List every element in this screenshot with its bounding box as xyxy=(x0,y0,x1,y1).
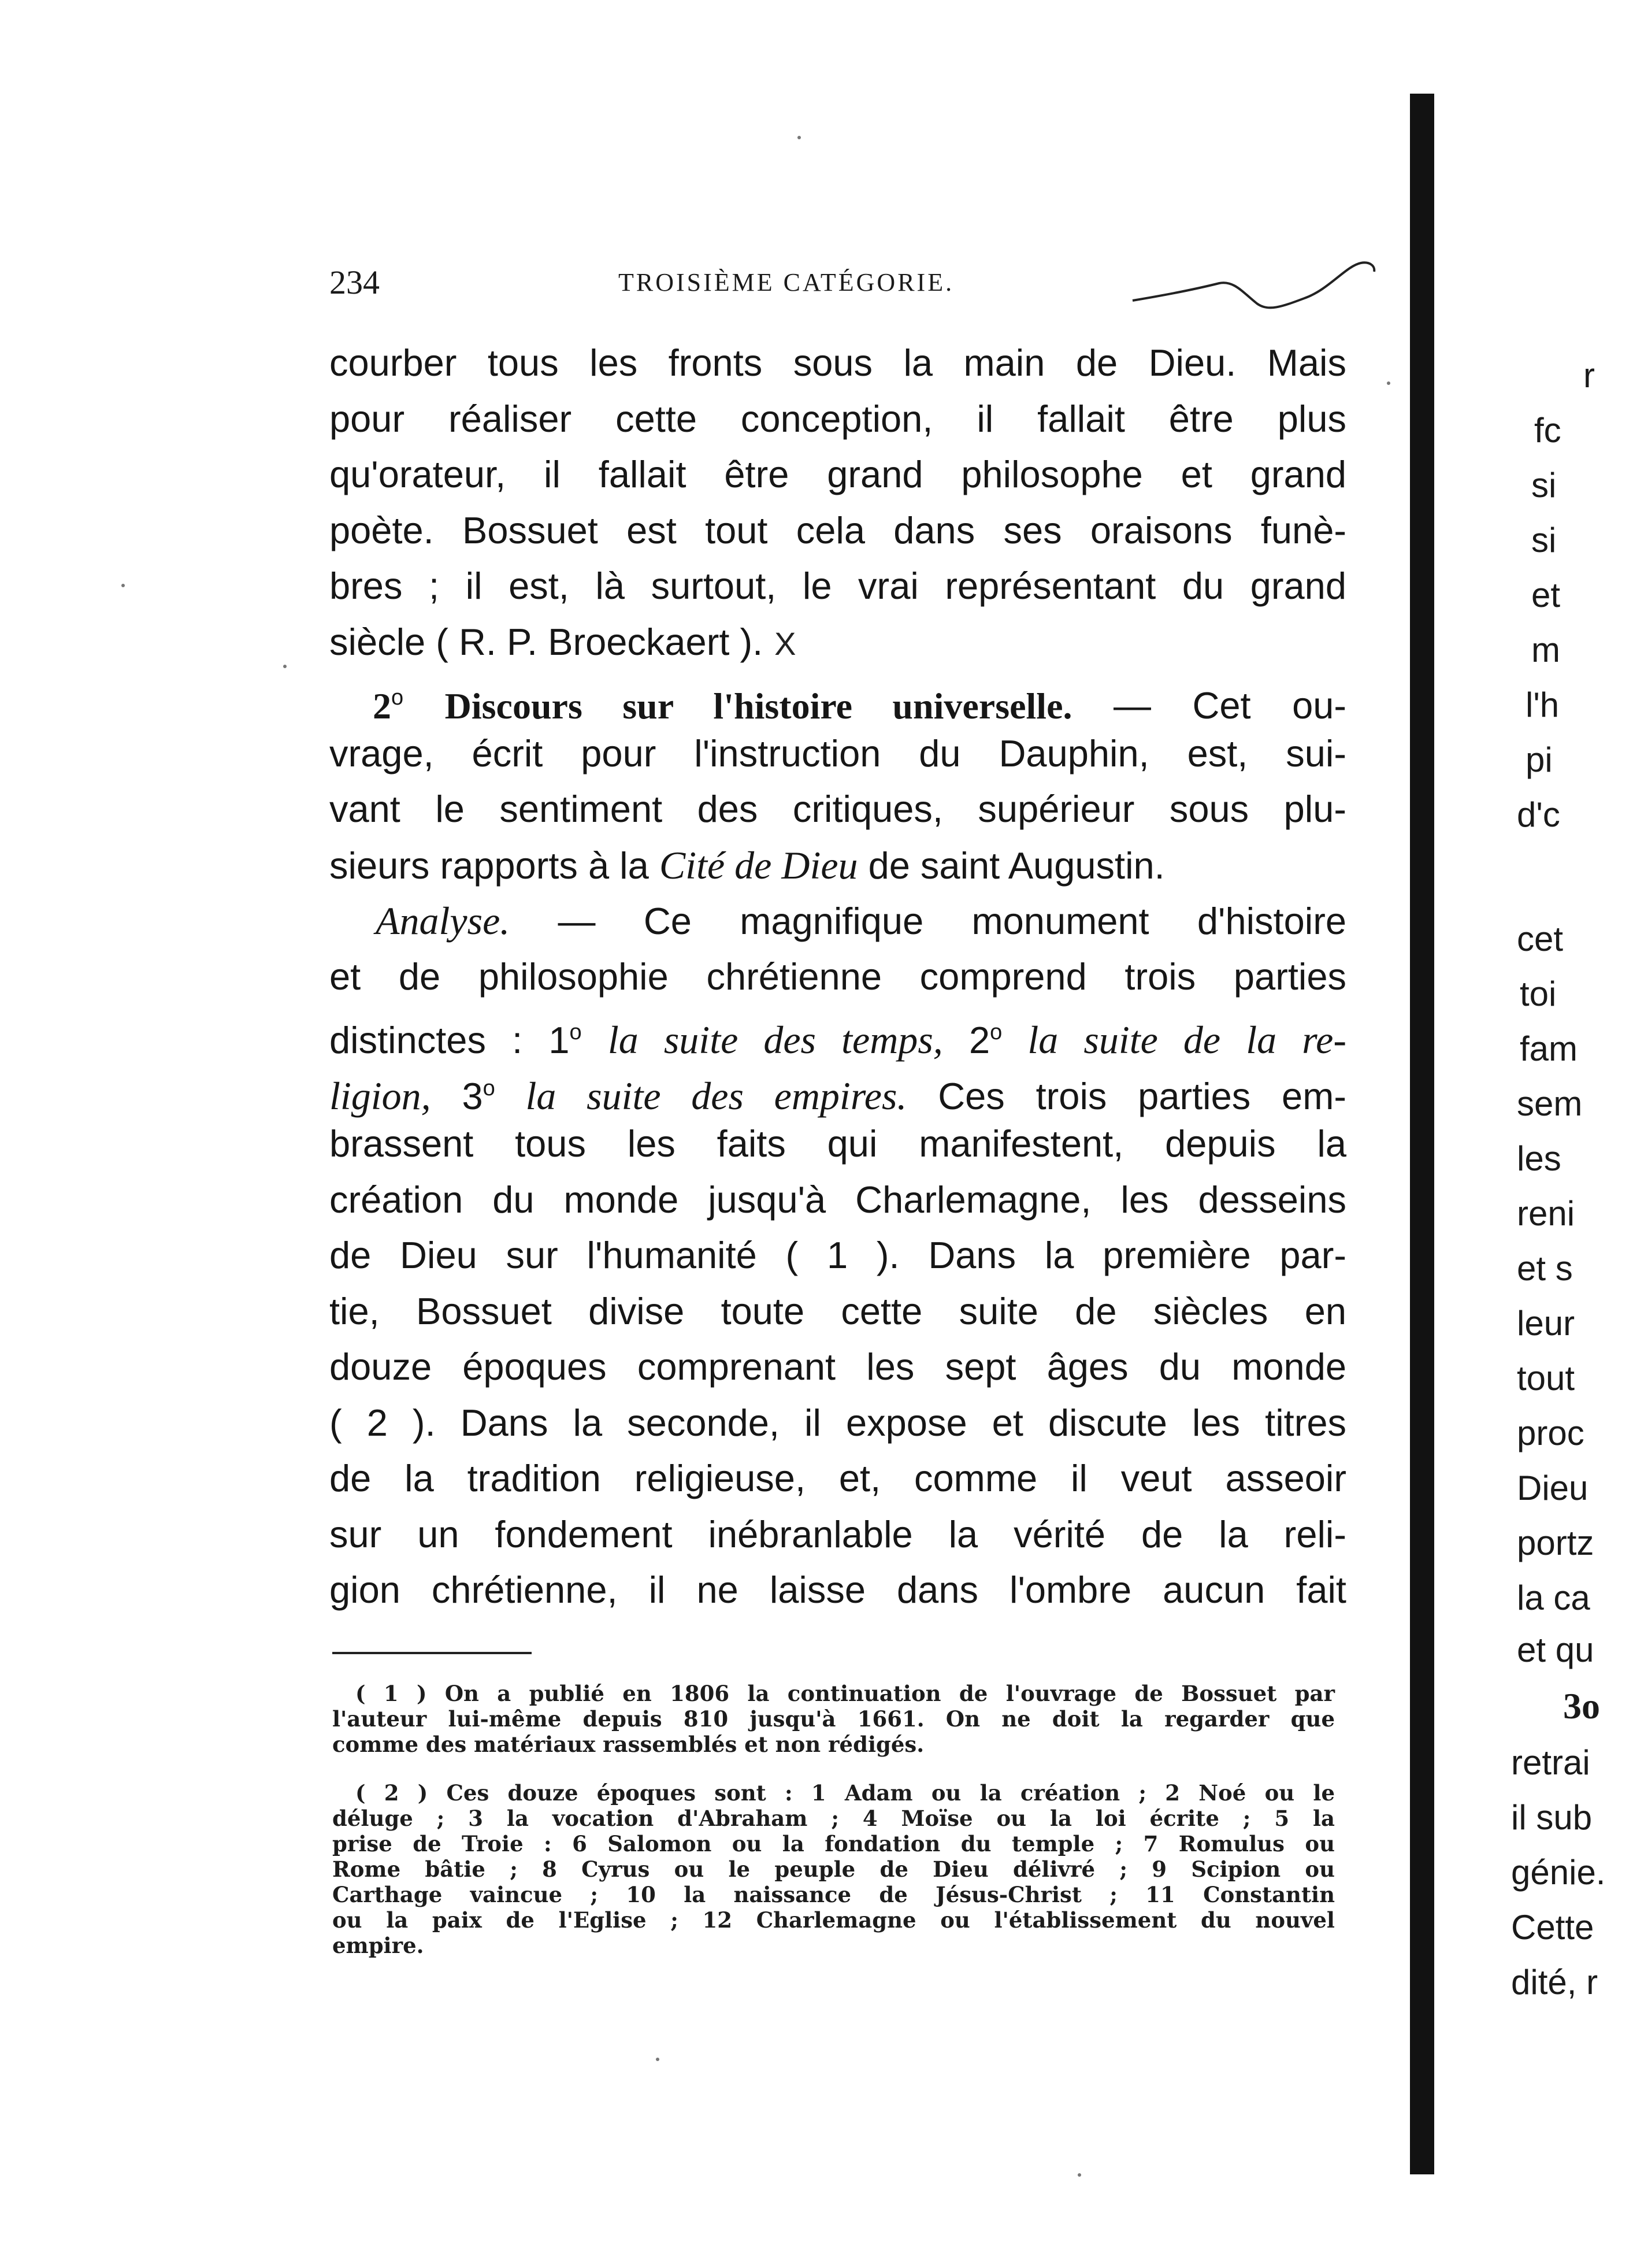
footnote-2-line: Rome bâtie ; 8 Cyrus ou le peuple de Dieu délivré ; 9 Scipion ou xyxy=(332,1856,1335,1882)
facing-fragment: portz xyxy=(1517,1524,1594,1562)
religion-word: ligion, xyxy=(329,1073,431,1118)
book-gutter-shadow xyxy=(1410,94,1434,2174)
ordinal-1: 1 xyxy=(548,1019,570,1061)
text-line-18: tie, Bossuet divise toute cette suite de siècles en xyxy=(329,1289,1346,1332)
text-line-21: de la tradition religieuse, et, comme il veut asseoir xyxy=(329,1457,1346,1499)
text-line-5: bres ; il est, là surtout, le vrai représentant du grand xyxy=(329,565,1346,607)
facing-fragment: fam xyxy=(1520,1029,1578,1068)
text-line-14 xyxy=(329,1061,1346,1117)
footnote-2-line: ( 2 ) Ces douze époques sont : 1 Adam ou la création ; 2 Noé ou le xyxy=(355,1780,1335,1806)
section-number: 2 xyxy=(373,685,391,727)
facing-fragment: d'c xyxy=(1517,795,1560,834)
facing-fragment: Dieu xyxy=(1517,1469,1589,1507)
suite-de-la-religion: la suite de la re- xyxy=(1002,1018,1346,1062)
footnote-1 xyxy=(332,1681,1335,1757)
facing-fragment: si xyxy=(1531,466,1557,505)
pen-stroke-mark xyxy=(1133,249,1393,329)
cite-de-dieu-title: Cité de Dieu xyxy=(659,843,858,887)
text-line-8: vrage, écrit pour l'instruction du Dauphin, est, sui- xyxy=(329,732,1346,774)
facing-fragment: reni xyxy=(1517,1194,1575,1233)
facing-fragment: proc xyxy=(1517,1414,1584,1452)
facing-fragment: cet xyxy=(1517,920,1564,958)
facing-fragment: et s xyxy=(1517,1249,1573,1288)
line-10-text: sieurs rapports à la xyxy=(329,844,659,887)
text-line-6 xyxy=(329,614,1346,670)
text-line-20: ( 2 ). Dans la seconde, il expose et discute les titres xyxy=(329,1401,1346,1444)
facing-fragment: m xyxy=(1531,631,1560,669)
footnotes xyxy=(332,1681,1335,1981)
footnote-2-line: empire. xyxy=(332,1933,424,1958)
facing-fragment: r xyxy=(1583,356,1595,395)
ordinal-3-sup: o xyxy=(483,1076,495,1100)
facing-page-edge xyxy=(1468,0,1633,2268)
facing-fragment: leur xyxy=(1517,1304,1575,1343)
main-text-column xyxy=(329,335,1346,1618)
text-line-23: gion chrétienne, il ne laisse dans l'ombre aucun fait xyxy=(329,1569,1346,1611)
line-13-text: distinctes : xyxy=(329,1019,549,1061)
facing-fragment: génie. xyxy=(1511,1853,1606,1892)
footnote-divider xyxy=(332,1652,532,1654)
text-line-9: vant le sentiment des critiques, supérieur sous plu- xyxy=(329,788,1346,830)
page-number: 234 xyxy=(329,264,380,301)
text-line-1: courber tous les fronts sous la main de Dieu. Mais xyxy=(329,342,1346,384)
text-line-4: poète. Bossuet est tout cela dans ses oraisons funè- xyxy=(329,509,1346,551)
footnote-2-line: déluge ; 3 la vocation d'Abraham ; 4 Moïse ou la loi écrite ; 5 la xyxy=(332,1806,1335,1831)
footnote-2-line: ou la paix de l'Eglise ; 12 Charlemagne ou l'établissement du nouvel xyxy=(332,1907,1335,1933)
facing-fragment: pi xyxy=(1526,740,1553,779)
scan-speck xyxy=(797,136,801,139)
section-ordinal: o xyxy=(391,685,404,710)
facing-fragment: dité, r xyxy=(1511,1963,1598,2002)
text-line-13 xyxy=(329,1005,1346,1061)
ordinal-2-sup: o xyxy=(990,1020,1003,1044)
margin-cross-mark: X xyxy=(774,625,796,662)
ordinal-1-sup: o xyxy=(569,1020,582,1044)
suite-des-empires: la suite des empires. xyxy=(495,1073,907,1118)
facing-fragment: et qu xyxy=(1517,1630,1594,1669)
running-title: TROISIÈME CATÉGORIE. xyxy=(618,268,955,297)
footnote-2 xyxy=(332,1780,1335,1958)
line-10-end: de saint Augustin. xyxy=(858,844,1165,887)
section-lead: — Cet ou- xyxy=(1072,684,1347,727)
facing-fragment: toi xyxy=(1520,974,1557,1013)
scan-speck xyxy=(283,665,287,668)
footnote-2-line: Carthage vaincue ; 10 la naissance de Jésus-Christ ; 11 Constantin xyxy=(332,1882,1335,1907)
footnote-1-line: comme des matériaux rassemblés et non rédigés. xyxy=(332,1732,925,1757)
broeckaert-citation: siècle ( R. P. Broeckaert ). xyxy=(329,620,763,663)
scan-speck xyxy=(656,2058,659,2061)
text-line-2: pour réaliser cette conception, il fallait être plus xyxy=(329,397,1346,440)
scan-speck xyxy=(121,584,125,587)
footnote-1-line: ( 1 ) On a publié en 1806 la continuation de l'ouvrage de Bossuet par xyxy=(355,1681,1335,1706)
text-line-3: qu'orateur, il fallait être grand philosophe et grand xyxy=(329,453,1346,495)
analyse-label: Analyse. xyxy=(376,899,510,943)
facing-fragment: tout xyxy=(1517,1359,1575,1398)
text-line-17: de Dieu sur l'humanité ( 1 ). Dans la première par- xyxy=(329,1234,1346,1276)
text-line-19: douze époques comprenant les sept âges du monde xyxy=(329,1346,1346,1388)
facing-fragment: sem xyxy=(1517,1084,1583,1123)
facing-fragment: les xyxy=(1517,1139,1561,1178)
section-heading: Discours sur l'histoire universelle. xyxy=(444,685,1072,727)
text-line-22: sur un fondement inébranlable la vérité de la reli- xyxy=(329,1513,1346,1555)
facing-fragment: 3o xyxy=(1563,1685,1600,1726)
facing-fragment: fc xyxy=(1534,411,1561,450)
section-heading-line xyxy=(329,670,1346,726)
text-line-10 xyxy=(329,837,1346,894)
scan-speck xyxy=(1387,381,1390,385)
facing-fragment: la ca xyxy=(1517,1578,1590,1617)
line-14-end: Ces trois parties em- xyxy=(907,1074,1346,1117)
facing-fragment: et xyxy=(1531,576,1561,614)
analyse-line xyxy=(329,893,1346,949)
text-line-15: brassent tous les faits qui manifestent, depuis la xyxy=(329,1122,1346,1165)
footnote-2-line: prise de Troie : 6 Salomon ou la fondation du temple ; 7 Romulus ou xyxy=(332,1831,1335,1856)
facing-fragment: il sub xyxy=(1511,1798,1593,1837)
scan-speck xyxy=(1078,2173,1081,2177)
ordinal-3: 3 xyxy=(430,1074,483,1117)
analyse-text: — Ce magnifique monument d'histoire xyxy=(510,900,1346,942)
facing-fragment: retrai xyxy=(1511,1743,1590,1782)
facing-fragment: l'h xyxy=(1526,685,1560,724)
text-line-12: et de philosophie chrétienne comprend trois parties xyxy=(329,955,1346,998)
facing-fragment: Cette xyxy=(1511,1908,1594,1947)
ordinal-2: 2 xyxy=(942,1019,990,1061)
facing-fragment: si xyxy=(1531,521,1557,559)
suite-des-temps: la suite des temps, xyxy=(607,1018,943,1062)
footnote-1-line: l'auteur lui-même depuis 810 jusqu'à 1661. On ne doit la regarder que xyxy=(332,1706,1335,1732)
text-line-16: création du monde jusqu'à Charlemagne, les desseins xyxy=(329,1178,1346,1221)
